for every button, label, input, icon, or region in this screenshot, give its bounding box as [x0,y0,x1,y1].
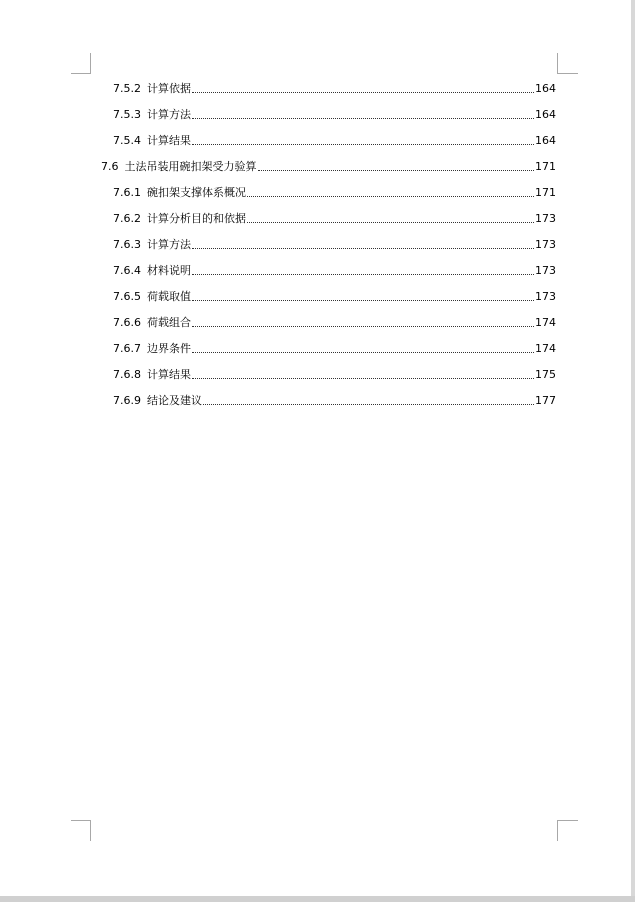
page-shadow-bottom [0,896,635,902]
toc-dot-leader [192,378,534,379]
toc-dot-leader [258,170,535,171]
toc-entry[interactable] [113,338,556,356]
toc-dot-leader [192,118,534,119]
toc-entry-title: 计算方法 [147,238,191,251]
toc-entry-title: 结论及建议 [147,394,202,407]
toc-entry-title: 荷载取值 [147,290,191,303]
toc-dot-leader [192,248,534,249]
toc-entry-number: 7.6.6 [113,316,141,329]
toc-entry-number: 7.6.3 [113,238,141,251]
toc-dot-leader [192,326,534,327]
toc-entry-page: 173 [535,290,556,303]
toc-dot-leader [203,404,534,405]
toc-entry[interactable] [113,208,556,226]
toc-entry-title: 计算结果 [147,134,191,147]
toc-entry[interactable] [113,104,556,122]
toc-entry-title: 计算分析目的和依据 [147,212,246,225]
toc-entry-title: 土法吊装用碗扣架受力验算 [124,160,257,173]
toc-entry-page: 171 [535,160,556,173]
toc-entry-title: 碗扣架支撑体系概况 [147,186,246,199]
toc-entry-title: 材料说明 [147,264,191,277]
toc-entry-page: 177 [535,394,556,407]
toc-entry-title: 荷载组合 [147,316,191,329]
toc-entry[interactable] [113,130,556,148]
toc-entry[interactable] [113,260,556,278]
toc-entry-page: 174 [535,316,556,329]
toc-entry[interactable] [113,286,556,304]
toc-dot-leader [192,92,534,93]
toc-entry-page: 173 [535,238,556,251]
crop-mark-bottom-right [557,820,578,841]
toc-entry-page: 173 [535,212,556,225]
toc-entry-number: 7.6.8 [113,368,141,381]
toc-entry-number: 7.5.4 [113,134,141,147]
toc-entry[interactable] [113,234,556,252]
toc-entry[interactable] [101,156,556,174]
toc-entry[interactable] [113,390,556,408]
toc-dot-leader [247,196,534,197]
crop-mark-top-right [557,53,578,74]
toc-entry-number: 7.6.9 [113,394,141,407]
page-shadow-right [631,0,635,902]
toc-entry-title: 计算结果 [147,368,191,381]
toc-entry-number: 7.6.1 [113,186,141,199]
toc-dot-leader [192,274,534,275]
toc-entry[interactable] [113,182,556,200]
toc-entry-page: 173 [535,264,556,277]
toc-entry-number: 7.6.5 [113,290,141,303]
toc-dot-leader [192,144,534,145]
toc-entry[interactable] [113,364,556,382]
toc-entry-number: 7.5.3 [113,108,141,121]
toc-dot-leader [192,352,534,353]
toc-entry-page: 164 [535,108,556,121]
toc-entry-number: 7.6.4 [113,264,141,277]
crop-mark-bottom-left [71,820,91,841]
toc-entry[interactable] [113,312,556,330]
toc-entry-number: 7.6.2 [113,212,141,225]
toc-entry-title: 边界条件 [147,342,191,355]
toc-entry-page: 171 [535,186,556,199]
toc-entry-number: 7.5.2 [113,82,141,95]
toc-entry-number: 7.6.7 [113,342,141,355]
toc-entry-page: 164 [535,134,556,147]
toc-dot-leader [192,300,534,301]
toc-entry-title: 计算方法 [147,108,191,121]
crop-mark-top-left [71,53,91,74]
toc-entry-page: 164 [535,82,556,95]
toc-entry-page: 174 [535,342,556,355]
toc-entry-number: 7.6 [101,160,119,173]
toc-entry[interactable] [113,78,556,96]
toc-dot-leader [247,222,534,223]
toc-entry-page: 175 [535,368,556,381]
toc-entry-title: 计算依据 [147,82,191,95]
